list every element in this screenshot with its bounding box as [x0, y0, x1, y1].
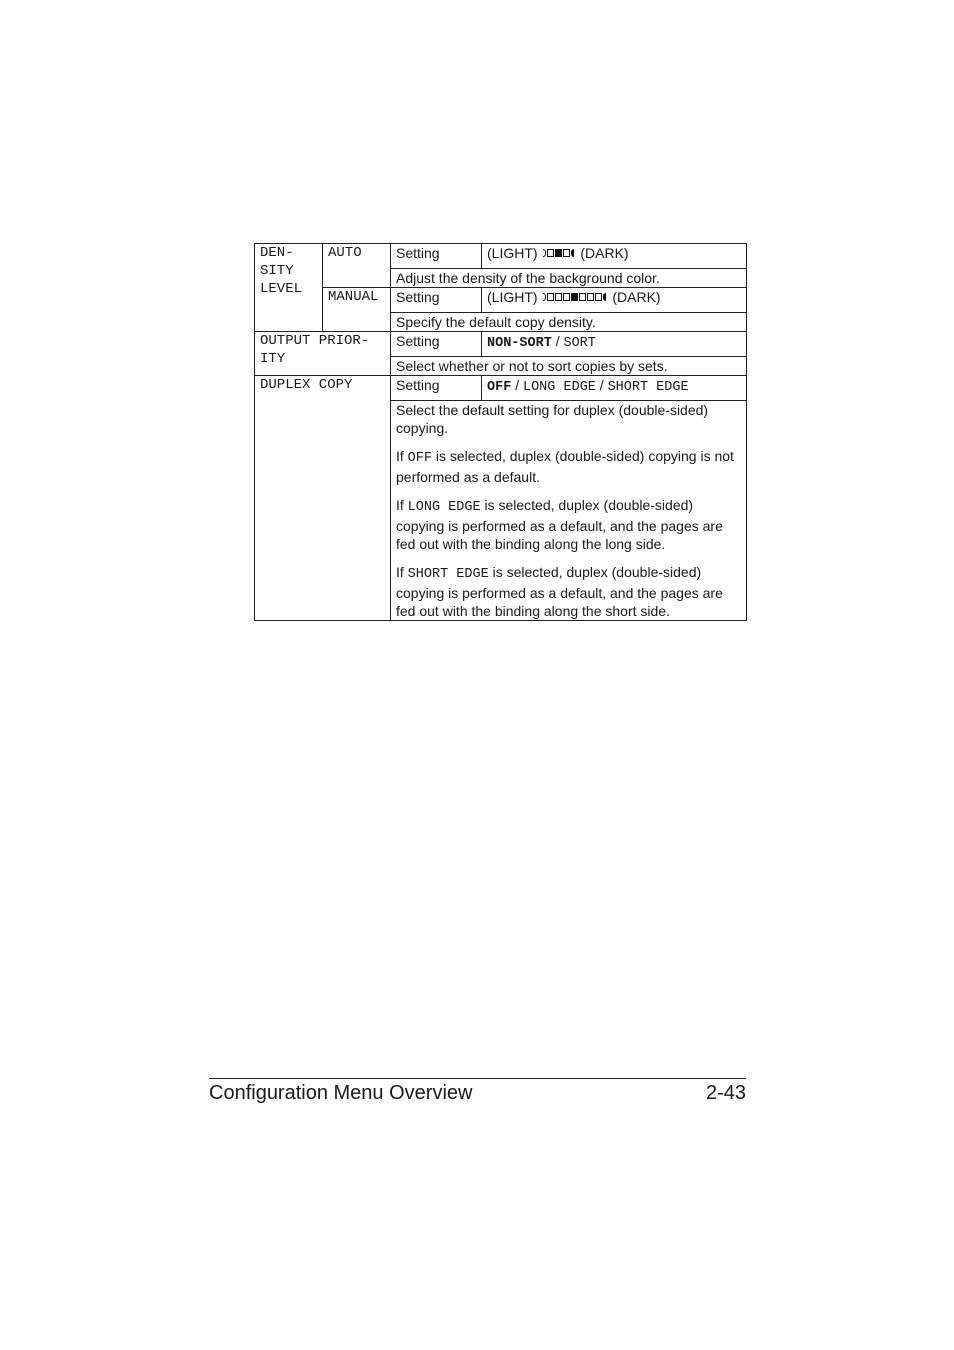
dark-label: (DARK): [612, 289, 661, 305]
scale-step: [563, 249, 570, 257]
output-priority-value: [482, 332, 747, 357]
duplex-description: [391, 401, 747, 621]
separator: /: [515, 377, 520, 393]
text: If: [396, 448, 408, 464]
light-end-icon: [543, 293, 546, 301]
scale-step: [547, 293, 554, 301]
option: SORT: [563, 336, 596, 351]
dark-end-icon: [603, 293, 606, 301]
inline-code: SHORT EDGE: [407, 567, 489, 582]
text: is selected, duplex (double-sided) copying is performed as a default, and the pages are fed out with the binding along the long side.: [396, 497, 723, 552]
setting-label: Setting: [391, 244, 482, 269]
scale-step: [587, 293, 594, 301]
submenu-manual: MANUAL: [323, 288, 391, 332]
inline-code: LONG EDGE: [407, 500, 481, 515]
default-option: OFF: [487, 380, 512, 395]
scale-step: [555, 293, 562, 301]
light-label: (LIGHT): [487, 245, 538, 261]
light-end-icon: [543, 249, 546, 257]
setting-label: Setting: [391, 288, 482, 313]
density-manual-description: Specify the default copy density.: [391, 313, 747, 332]
inline-code: OFF: [407, 451, 432, 466]
footer-divider: [209, 1078, 746, 1079]
text: If: [396, 564, 408, 580]
separator: /: [555, 333, 560, 349]
menu-duplex-copy: DUPLEX COPY: [255, 376, 391, 621]
menu-density-level: DEN- SITY LEVEL: [255, 244, 323, 332]
config-table: [254, 243, 747, 621]
text: is selected, duplex (double-sided) copying is not performed as a default.: [396, 448, 734, 485]
dark-label: (DARK): [580, 245, 629, 261]
table-row: [255, 332, 747, 357]
separator: /: [599, 377, 604, 393]
scale-step: [547, 249, 554, 257]
scale-step-default: [571, 293, 578, 301]
setting-label: Setting: [391, 376, 482, 401]
density-scale-icon: [543, 293, 606, 301]
table-row: [255, 288, 747, 313]
footer-title: Configuration Menu Overview: [209, 1082, 473, 1104]
option: LONG EDGE: [522, 380, 596, 395]
density-scale-icon: [543, 249, 574, 257]
description-paragraph: [396, 496, 741, 553]
table-row: [255, 376, 747, 401]
description-paragraph: [396, 563, 741, 620]
table-row: [255, 244, 747, 269]
page-number: 2-43: [705, 1082, 746, 1104]
dark-end-icon: [571, 249, 574, 257]
description-paragraph: [396, 447, 741, 486]
scale-step: [563, 293, 570, 301]
scale-step: [595, 293, 602, 301]
submenu-auto: AUTO: [323, 244, 391, 288]
menu-output-priority: OUTPUT PRIOR- ITY: [255, 332, 391, 376]
duplex-value: [482, 376, 747, 401]
text: If: [396, 497, 408, 513]
description-paragraph: Select the default setting for duplex (double-sided) copying.: [396, 402, 709, 436]
light-label: (LIGHT): [487, 289, 538, 305]
density-auto-value: [482, 244, 747, 269]
output-priority-description: Select whether or not to sort copies by sets.: [391, 357, 747, 376]
setting-label: Setting: [391, 332, 482, 357]
density-manual-value: [482, 288, 747, 313]
scale-step-default: [555, 249, 562, 257]
option: SHORT EDGE: [607, 380, 689, 395]
default-option: NON-SORT: [487, 336, 552, 351]
density-auto-description: Adjust the density of the background color.: [391, 269, 747, 288]
scale-step: [579, 293, 586, 301]
text: is selected, duplex (double-sided) copying is performed as a default, and the pages are fed out with the binding along the short side.: [396, 564, 723, 619]
